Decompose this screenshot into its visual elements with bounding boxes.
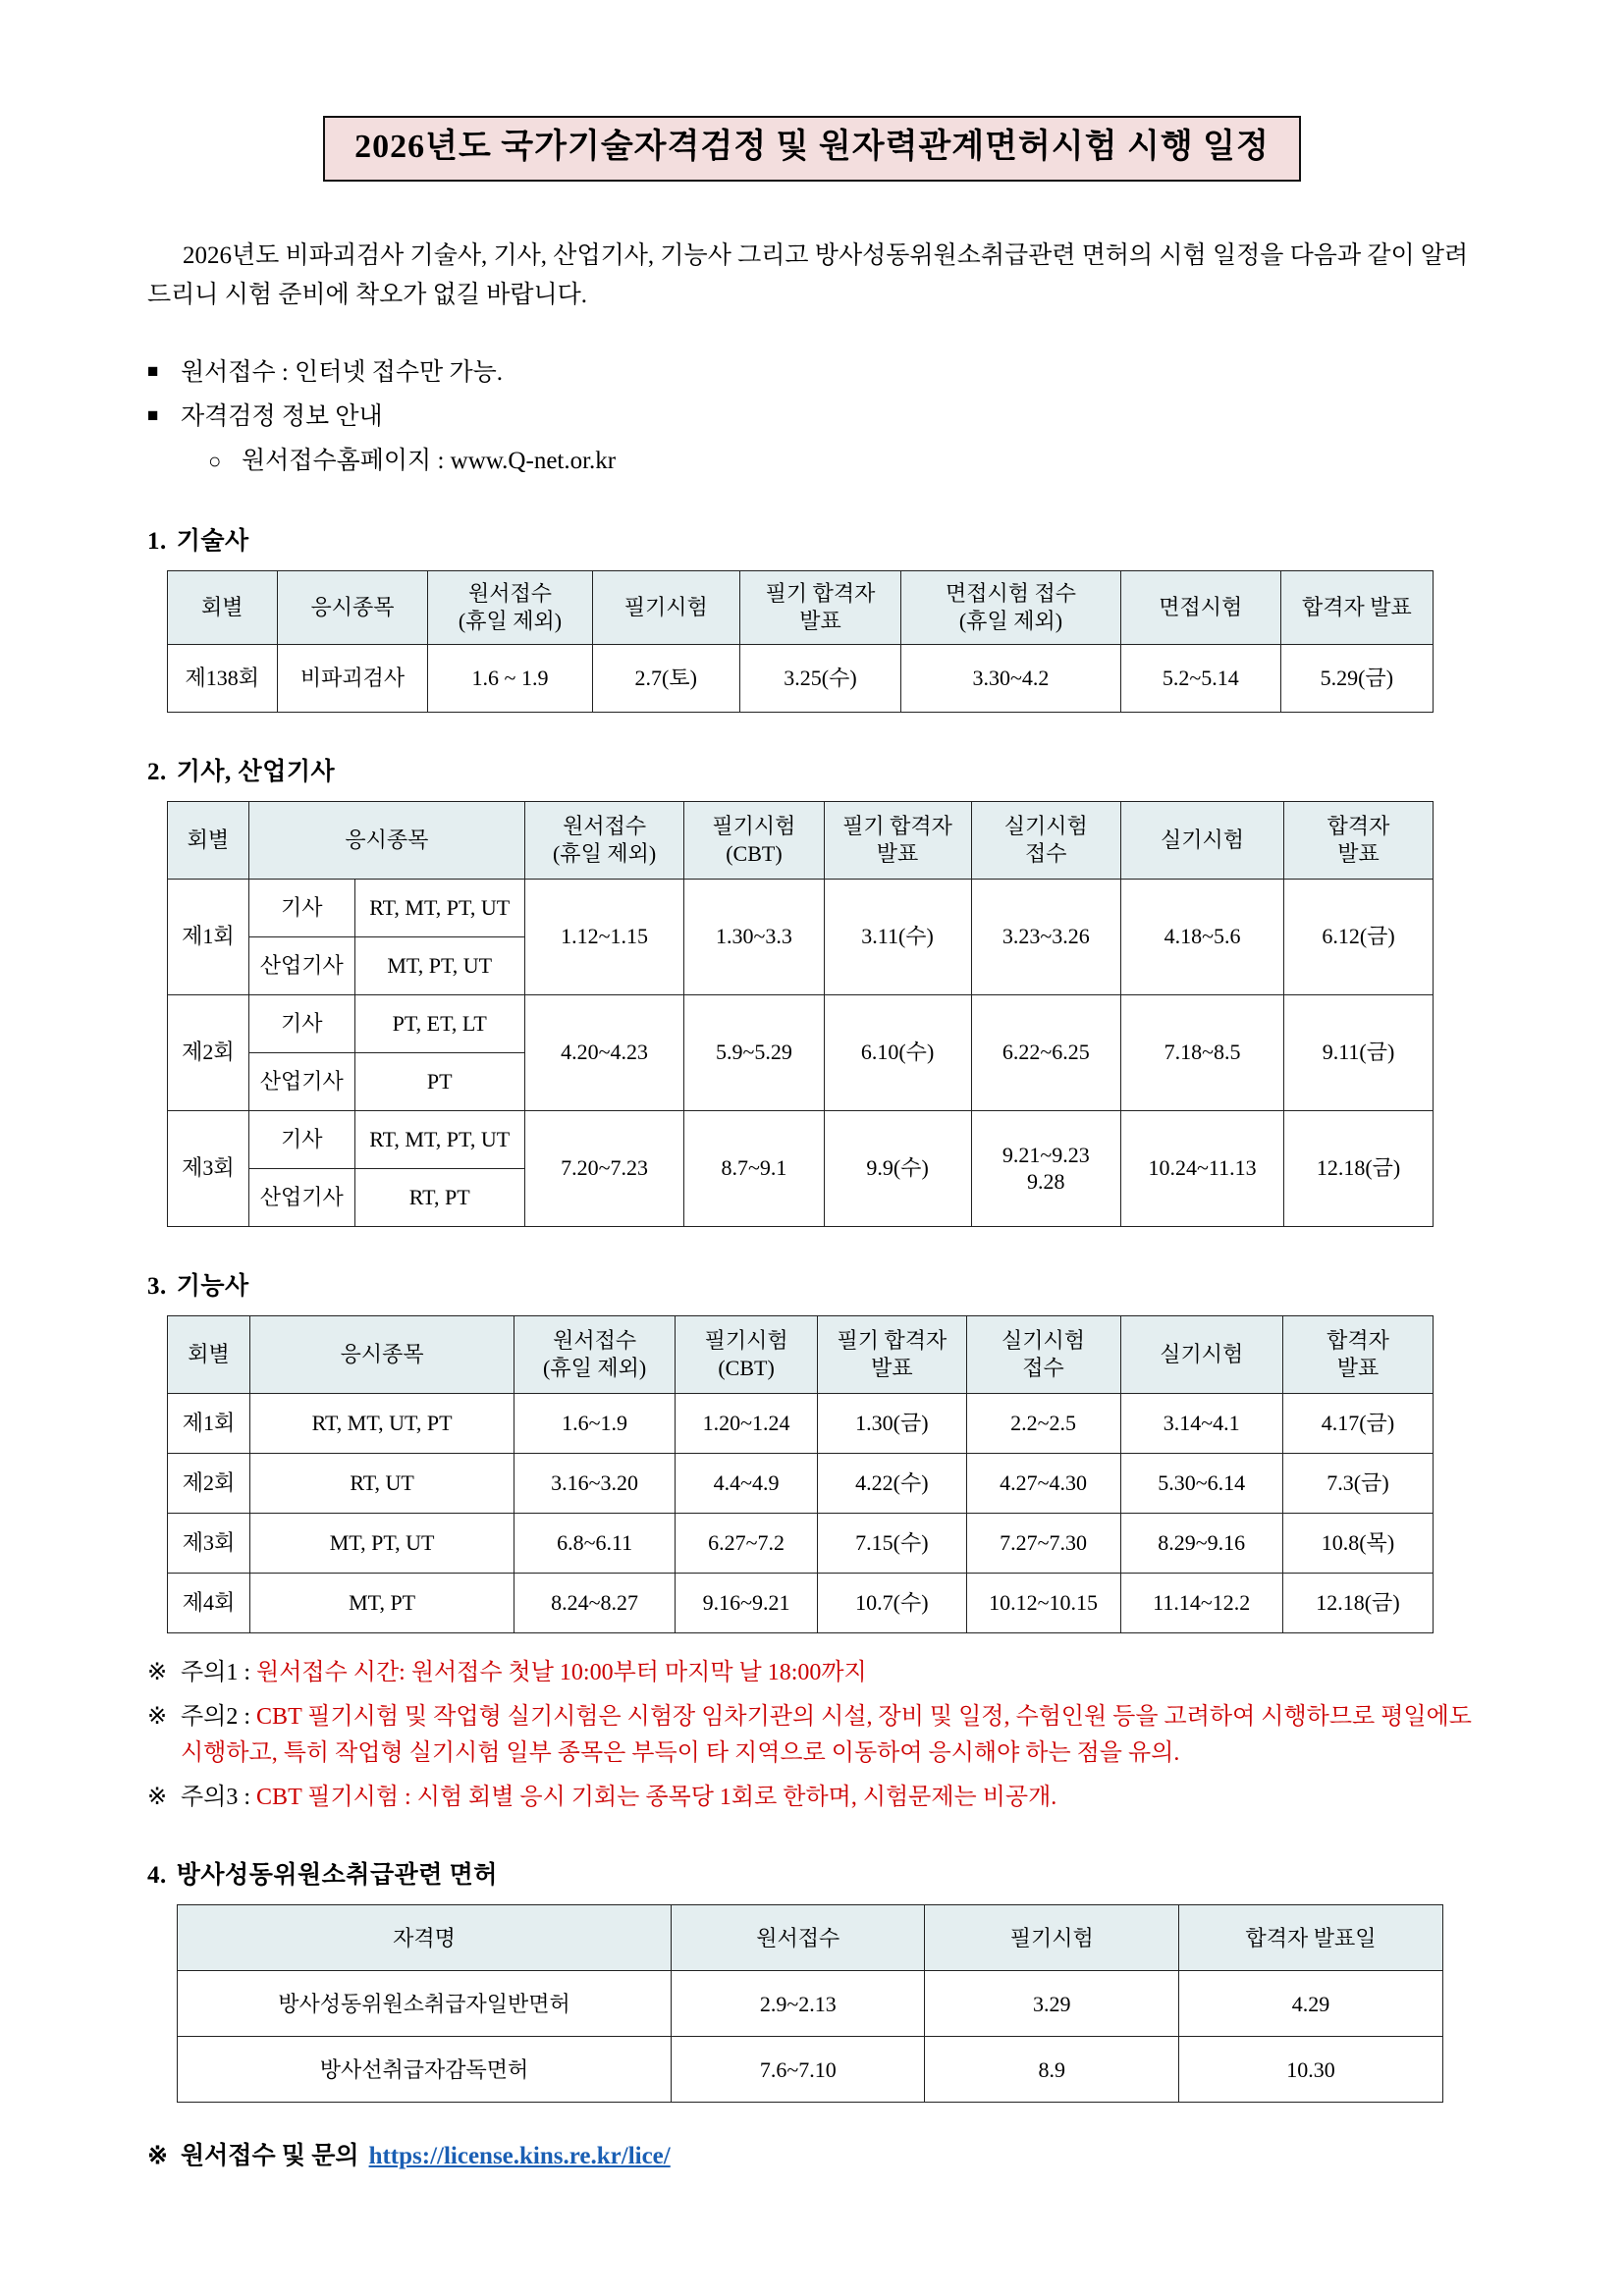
table-gisa-body: [168, 879, 1434, 1226]
table-row: [168, 644, 1434, 712]
th-subject: 응시종목: [248, 801, 524, 879]
cell-final-result: 4.17(금): [1282, 1393, 1433, 1453]
note-2: [147, 1699, 1477, 1772]
th-apply: [428, 570, 592, 644]
th-practical-apply-l2: 접수: [1025, 840, 1067, 866]
cell-practical: 4.18~5.6: [1121, 879, 1284, 994]
th-written-result-l1: 필기 합격자: [765, 581, 876, 607]
table-row: [168, 1110, 1434, 1168]
cell-apply: 4.20~4.23: [524, 994, 683, 1110]
table-craftsman-head: [168, 1315, 1434, 1393]
cell-apply: 7.6~7.10: [672, 2037, 925, 2103]
note-1-content: [181, 1655, 867, 1691]
section-2-heading: [147, 752, 1477, 787]
th-written: 필기시험: [592, 570, 739, 644]
cell-final-result: 6.12(금): [1284, 879, 1434, 994]
note-3-label: 주의3 :: [181, 1785, 257, 1811]
table-license: [177, 1904, 1443, 2103]
th-final-result: [1282, 1315, 1433, 1393]
th-written-result-l1: 필기 합격자: [842, 814, 952, 839]
cell-apply: 1.6~1.9: [514, 1393, 676, 1453]
cell-final-result: 12.18(금): [1282, 1573, 1433, 1632]
cell-subjects: RT, MT, UT, PT: [249, 1393, 514, 1453]
th-final-result-l2: 발표: [1336, 1355, 1380, 1380]
table-row: [168, 570, 1434, 644]
cell-written: 8.9: [925, 2037, 1178, 2103]
cell-subjects: MT, PT, UT: [249, 1513, 514, 1573]
note-1-text: 원서접수 시간: 원서접수 첫날 10:00부터 마지막 날 18:00까지: [256, 1659, 867, 1685]
th-final-result-l1: 합격자: [1326, 1328, 1389, 1354]
cell-final-result: 12.18(금): [1284, 1110, 1434, 1226]
th-written-l2: (CBT): [718, 1355, 775, 1380]
table-row: [168, 994, 1434, 1052]
th-written-l2: (CBT): [726, 840, 783, 866]
bullet-text: 원서접수 : 인터넷 접수만 가능.: [181, 358, 503, 386]
th-written: [684, 801, 824, 879]
title-container: [147, 116, 1477, 182]
table-row: [178, 1971, 1443, 2037]
table-row: [168, 1315, 1434, 1393]
th-interview-apply: [900, 570, 1120, 644]
th-result-date: 합격자 발표일: [1178, 1905, 1442, 1971]
cell-practical: 11.14~12.2: [1120, 1573, 1282, 1632]
section-3-heading: [147, 1266, 1477, 1302]
cell-license-name: 방사성동위원소취급자일반면허: [178, 1971, 672, 2037]
cell-subjects: PT: [354, 1052, 524, 1110]
th-apply-l1: 원서접수: [468, 581, 553, 607]
cell-subjects: RT, MT, PT, UT: [354, 1110, 524, 1168]
th-interview-apply-l2: (휴일 제외): [958, 608, 1063, 633]
cell-subjects: RT, PT: [354, 1168, 524, 1226]
cell-written-result: 10.7(수): [818, 1573, 966, 1632]
th-apply: [514, 1315, 676, 1393]
table-license-body: [178, 1971, 1443, 2103]
cell-written: 2.7(토): [592, 644, 739, 712]
th-written-l1: 필기시험: [704, 1328, 788, 1354]
cell-written: 8.7~9.1: [684, 1110, 824, 1226]
th-subject: 응시종목: [249, 1315, 514, 1393]
note-3: [147, 1780, 1477, 1816]
table-engineer-body: [168, 644, 1434, 712]
th-written-result: [818, 1315, 966, 1393]
table-row: [168, 1573, 1434, 1632]
cell-written: 1.30~3.3: [684, 879, 824, 994]
th-written-l1: 필기시험: [712, 814, 796, 839]
cell-written: 1.20~1.24: [676, 1393, 818, 1453]
cell-practical-apply: 3.23~3.26: [971, 879, 1120, 994]
footer-contact: [147, 2136, 1477, 2171]
th-practical: 실기시험: [1121, 801, 1284, 879]
section-2-title: 기사, 산업기사: [176, 758, 336, 785]
table-row: [178, 1905, 1443, 1971]
cell-apply: 1.6 ~ 1.9: [428, 644, 592, 712]
cell-written: 3.29: [925, 1971, 1178, 2037]
note-mark-icon: ※: [147, 1785, 168, 1811]
cell-final-result: 5.29(금): [1280, 644, 1433, 712]
table-row: [168, 1453, 1434, 1513]
note-1-label: 주의1 :: [181, 1659, 257, 1685]
note-1: [147, 1655, 1477, 1691]
cell-practical-apply-l1: 9.21~9.23: [1001, 1142, 1090, 1167]
cell-practical: 7.18~8.5: [1121, 994, 1284, 1110]
cell-practical-apply: 7.27~7.30: [966, 1513, 1120, 1573]
section-1-number: 1.: [147, 527, 167, 555]
th-final-result: 합격자 발표: [1280, 570, 1433, 644]
cell-grade: 산업기사: [248, 936, 354, 994]
cell-written-result: 6.10(수): [824, 994, 971, 1110]
section-3-number: 3.: [147, 1272, 167, 1300]
square-bullet-icon: ■: [147, 405, 159, 427]
bullet-item-info: [147, 397, 1477, 437]
cell-grade: 산업기사: [248, 1052, 354, 1110]
cell-written-result: 3.25(수): [739, 644, 900, 712]
th-practical-apply-l1: 실기시험: [1003, 814, 1088, 839]
note-mark-icon: ※: [147, 1659, 168, 1685]
cell-practical-apply: 4.27~4.30: [966, 1453, 1120, 1513]
th-apply: [524, 801, 683, 879]
cell-subjects: RT, UT: [249, 1453, 514, 1513]
section-1-title: 기술사: [176, 527, 249, 555]
table-row: [178, 2037, 1443, 2103]
cell-practical-apply-l2: 9.28: [1027, 1169, 1065, 1195]
th-written-result: [824, 801, 971, 879]
cell-apply: 8.24~8.27: [514, 1573, 676, 1632]
cell-session: 제1회: [168, 879, 249, 994]
th-apply-l2: (휴일 제외): [543, 1355, 647, 1380]
section-2-number: 2.: [147, 758, 167, 785]
th-subject: 응시종목: [277, 570, 428, 644]
th-written-result-l1: 필기 합격자: [837, 1328, 947, 1354]
cell-final-result: 10.8(목): [1282, 1513, 1433, 1573]
th-interview-apply-l1: 면접시험 접수: [945, 581, 1076, 607]
cell-practical: 5.30~6.14: [1120, 1453, 1282, 1513]
th-license-name: 자격명: [178, 1905, 672, 1971]
th-practical-apply: [966, 1315, 1120, 1393]
cell-practical-apply: 10.12~10.15: [966, 1573, 1120, 1632]
cell-practical: 3.14~4.1: [1120, 1393, 1282, 1453]
th-practical-apply-l1: 실기시험: [1001, 1328, 1086, 1354]
table-craftsman: [167, 1315, 1434, 1633]
cell-written-result: 4.22(수): [818, 1453, 966, 1513]
cell-result-date: 10.30: [1178, 2037, 1442, 2103]
cell-apply: 3.16~3.20: [514, 1453, 676, 1513]
note-mark-icon: ※: [147, 1703, 168, 1730]
th-written: [676, 1315, 818, 1393]
th-interview: 면접시험: [1120, 570, 1280, 644]
th-final-result-l2: 발표: [1337, 840, 1380, 866]
cell-apply: 1.12~1.15: [524, 879, 683, 994]
cell-subjects: RT, MT, PT, UT: [354, 879, 524, 936]
th-written-result-l2: 발표: [876, 840, 919, 866]
cell-subjects: MT, PT: [249, 1573, 514, 1632]
note-3-text: CBT 필기시험 : 시험 회별 응시 기회는 종목당 1회로 한하며, 시험문제는 비공개.: [256, 1785, 1057, 1811]
bullet-item-application: [147, 352, 1477, 393]
notes-section: [147, 1655, 1477, 1817]
th-apply-l2: (휴일 제외): [552, 840, 657, 866]
cell-written-result: 7.15(수): [818, 1513, 966, 1573]
table-row: [168, 1393, 1434, 1453]
table-engineer-head: [168, 570, 1434, 644]
th-session: 회별: [168, 570, 278, 644]
cell-subjects: PT, ET, LT: [354, 994, 524, 1052]
cell-written: 4.4~4.9: [676, 1453, 818, 1513]
th-final-result-l1: 합격자: [1326, 814, 1390, 839]
cell-practical-apply: [971, 1110, 1120, 1226]
table-license-head: [178, 1905, 1443, 1971]
sub-bullet-text: 원서접수홈페이지 : www.Q-net.or.kr: [242, 448, 617, 475]
table-gisa: [167, 801, 1434, 1227]
cell-session: 제2회: [168, 1453, 250, 1513]
cell-session: 제3회: [168, 1513, 250, 1573]
cell-written-result: 3.11(수): [824, 879, 971, 994]
th-final-result: [1284, 801, 1434, 879]
cell-written: 6.27~7.2: [676, 1513, 818, 1573]
section-4-heading: [147, 1855, 1477, 1891]
cell-grade: 기사: [248, 879, 354, 936]
note-2-text: CBT 필기시험 및 작업형 실기시험은 시험장 임차기관의 시설, 장비 및 일정, 수험인원 등을 고려하여 시행하므로 평일에도 시행하고, 특히 작업형 실기시험 일부 종목은 부득이 타 지역으로 이동하여 응시해야 하는 점을 유의.: [181, 1703, 1472, 1766]
cell-subjects: MT, PT, UT: [354, 936, 524, 994]
square-bullet-icon: ■: [147, 360, 159, 382]
th-practical-apply: [971, 801, 1120, 879]
table-craftsman-body: [168, 1393, 1434, 1632]
application-link[interactable]: https://license.kins.re.kr/lice/: [368, 2143, 671, 2170]
section-1-heading: [147, 521, 1477, 557]
th-apply-l2: (휴일 제외): [458, 608, 563, 633]
cell-session: 제1회: [168, 1393, 250, 1453]
note-2-content: [181, 1699, 1477, 1772]
circle-bullet-icon: ○: [208, 449, 222, 474]
cell-written: 5.9~5.29: [684, 994, 824, 1110]
table-row: [168, 879, 1434, 936]
th-practical-apply-l2: 접수: [1022, 1355, 1064, 1380]
cell-session: 제4회: [168, 1573, 250, 1632]
th-apply-l1: 원서접수: [553, 1328, 637, 1354]
note-2-label: 주의2 :: [181, 1703, 257, 1730]
th-written-result-l2: 발표: [871, 1355, 913, 1380]
table-row: [168, 801, 1434, 879]
section-4-title: 방사성동위원소취급관련 면허: [176, 1862, 498, 1890]
cell-apply: 6.8~6.11: [514, 1513, 676, 1573]
intro-paragraph: 2026년도 비파괴검사 기술사, 기사, 산업기사, 기능사 그리고 방사성동위원소취급관련 면허의 시험 일정을 다음과 같이 알려드리니 시험 준비에 착오가 없길 바랍니다.: [147, 241, 1469, 308]
section-3-title: 기능사: [176, 1272, 249, 1300]
cell-grade: 산업기사: [248, 1168, 354, 1226]
cell-grade: 기사: [248, 1110, 354, 1168]
cell-session: 제138회: [168, 644, 278, 712]
cell-interview-apply: 3.30~4.2: [900, 644, 1120, 712]
cell-grade: 기사: [248, 994, 354, 1052]
cell-written-result: 9.9(수): [824, 1110, 971, 1226]
cell-practical: 8.29~9.16: [1120, 1513, 1282, 1573]
section-4-number: 4.: [147, 1862, 167, 1890]
cell-final-result: 7.3(금): [1282, 1453, 1433, 1513]
th-written-result-l2: 발표: [799, 608, 841, 633]
cell-result-date: 4.29: [1178, 1971, 1442, 2037]
cell-written: 9.16~9.21: [676, 1573, 818, 1632]
th-session: 회별: [168, 801, 249, 879]
th-apply-l1: 원서접수: [563, 814, 647, 839]
bullet-text: 자격검정 정보 안내: [181, 403, 383, 431]
cell-apply: 2.9~2.13: [672, 1971, 925, 2037]
note-3-content: [181, 1780, 1056, 1816]
cell-practical: 10.24~11.13: [1121, 1110, 1284, 1226]
cell-practical-apply: 2.2~2.5: [966, 1393, 1120, 1453]
cell-final-result: 9.11(금): [1284, 994, 1434, 1110]
cell-interview: 5.2~5.14: [1120, 644, 1280, 712]
note-mark-icon: ※: [147, 2143, 168, 2170]
table-gisa-head: [168, 801, 1434, 879]
cell-license-name: 방사선취급자감독면허: [178, 2037, 672, 2103]
table-engineer: [167, 570, 1434, 713]
cell-session: 제3회: [168, 1110, 249, 1226]
footer-label: 원서접수 및 문의: [181, 2143, 359, 2170]
th-written: 필기시험: [925, 1905, 1178, 1971]
cell-apply: 7.20~7.23: [524, 1110, 683, 1226]
table-row: [168, 1513, 1434, 1573]
cell-session: 제2회: [168, 994, 249, 1110]
th-session: 회별: [168, 1315, 250, 1393]
sub-bullet-homepage: [208, 441, 1477, 481]
th-practical: 실기시험: [1120, 1315, 1282, 1393]
th-apply: 원서접수: [672, 1905, 925, 1971]
cell-practical-apply: 6.22~6.25: [971, 994, 1120, 1110]
page-title: 2026년도 국가기술자격검정 및 원자력관계면허시험 시행 일정: [323, 116, 1301, 182]
cell-subject: 비파괴검사: [277, 644, 428, 712]
cell-written-result: 1.30(금): [818, 1393, 966, 1453]
th-written-result: [739, 570, 900, 644]
